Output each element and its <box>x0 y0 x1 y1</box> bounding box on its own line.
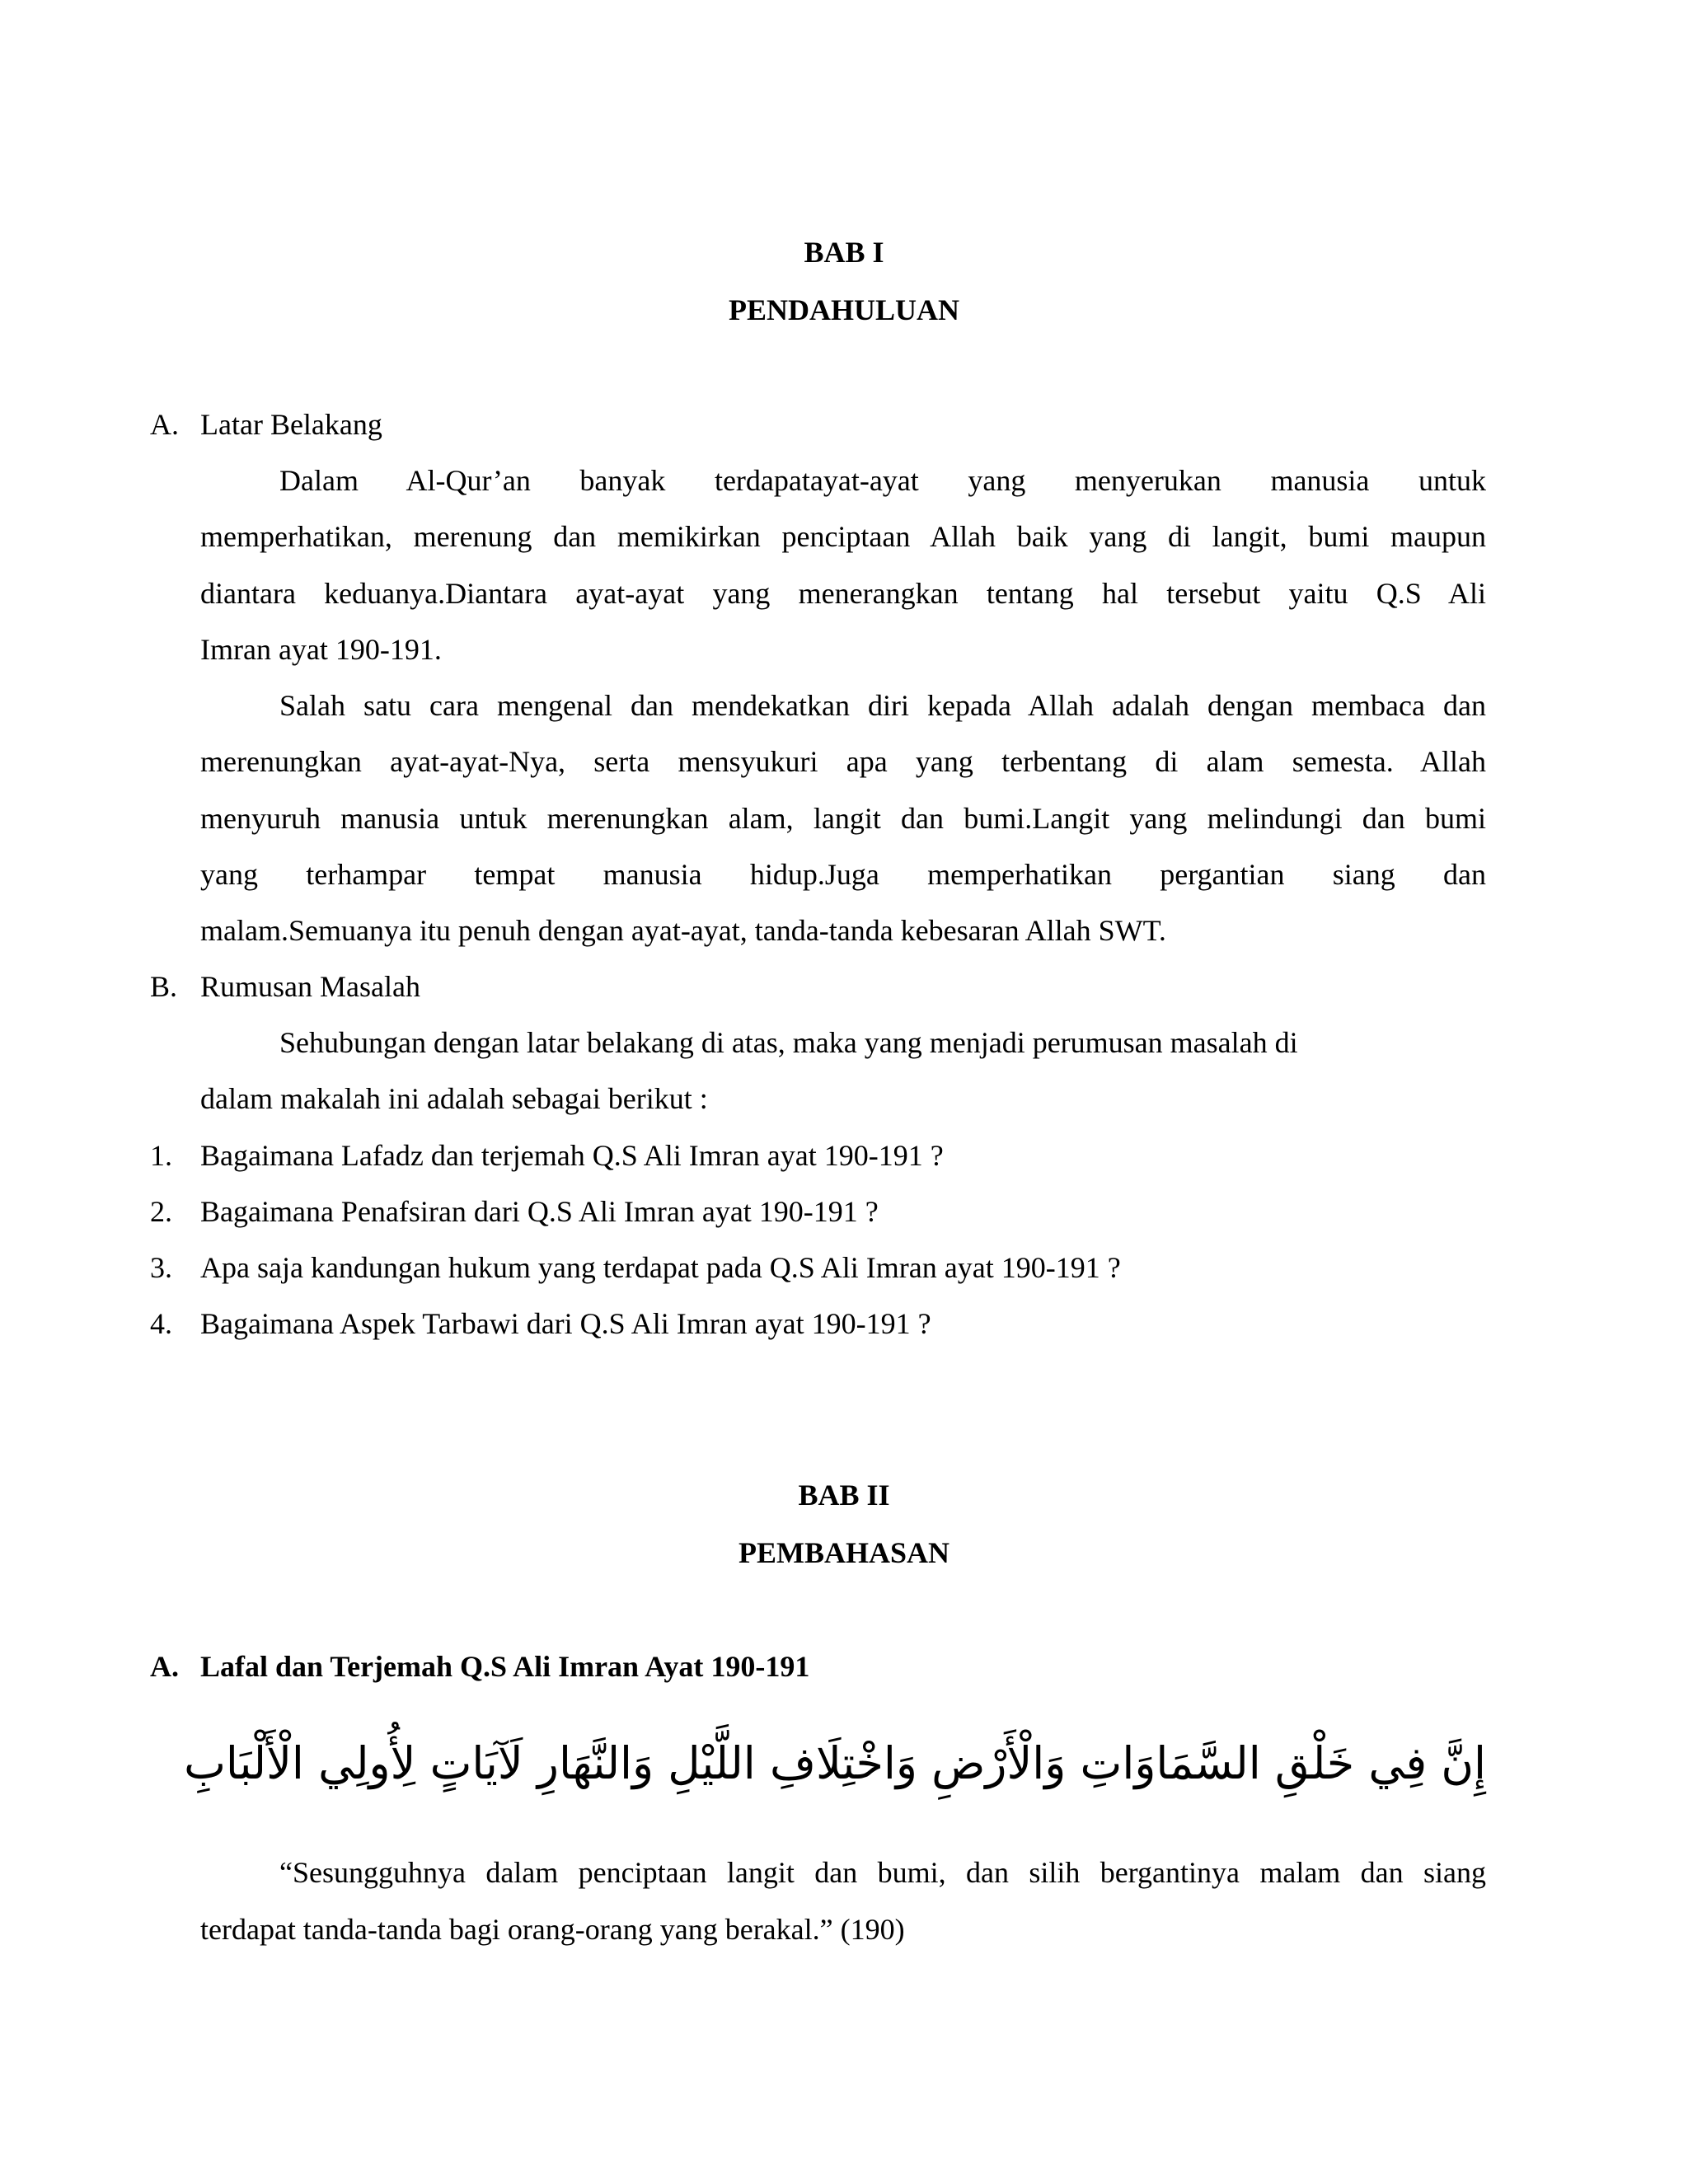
question-number: 2. <box>150 1195 172 1228</box>
question-item <box>150 1192 879 1231</box>
question-text: Bagaimana Lafadz dan terjemah Q.S Ali Imran ayat 190-191 ? <box>200 1139 944 1172</box>
section-title: Latar Belakang <box>200 408 382 441</box>
question-text: Apa saja kandungan hukum yang terdapat pada Q.S Ali Imran ayat 190-191 ? <box>200 1251 1121 1284</box>
paragraph-line: merenungkan ayat-ayat-Nya, serta mensyukuri apa yang terbentang di alam semesta. Allah <box>200 745 1486 778</box>
section-label: A. <box>150 1650 179 1683</box>
question-number: 3. <box>150 1251 172 1284</box>
section-heading-latar-belakang <box>150 405 382 444</box>
paragraph-line: Salah satu cara mengenal dan mendekatkan diri kepada Allah adalah dengan membaca dan <box>279 689 1486 722</box>
section-title: Rumusan Masalah <box>200 970 420 1003</box>
translation-line: “Sesungguhnya dalam penciptaan langit dan bumi, dan silih bergantinya malam dan siang <box>279 1856 1486 1889</box>
section-label: B. <box>150 970 178 1003</box>
paragraph-line: yang terhampar tempat manusia hidup.Juga memperhatikan pergantian siang dan <box>200 858 1486 891</box>
chapter-1-subtitle: PENDAHULUAN <box>728 293 959 326</box>
paragraph-line: malam.Semuanya itu penuh dengan ayat-ayat, tanda-tanda kebesaran Allah SWT. <box>200 914 1166 947</box>
question-text: Bagaimana Aspek Tarbawi dari Q.S Ali Imran ayat 190-191 ? <box>200 1307 931 1340</box>
paragraph-line: menyuruh manusia untuk merenungkan alam, langit dan bumi.Langit yang melindungi dan bumi <box>200 802 1486 835</box>
paragraph-line: Imran ayat 190-191. <box>200 633 442 666</box>
section-heading-lafal <box>150 1647 809 1686</box>
question-number: 1. <box>150 1139 172 1172</box>
paragraph-line: diantara keduanya.Diantara ayat-ayat yang menerangkan tentang hal tersebut yaitu Q.S Ali <box>200 577 1486 610</box>
paragraph-line: Dalam Al-Qur’an banyak terdapatayat-ayat yang menyerukan manusia untuk <box>279 464 1486 497</box>
question-number: 4. <box>150 1307 172 1340</box>
question-text: Bagaimana Penafsiran dari Q.S Ali Imran ayat 190-191 ? <box>200 1195 879 1228</box>
chapter-1-title: BAB I <box>804 236 884 269</box>
section-heading-rumusan-masalah <box>150 967 420 1006</box>
section-title: Lafal dan Terjemah Q.S Ali Imran Ayat 190-191 <box>200 1650 810 1683</box>
chapter-2-subtitle: PEMBAHASAN <box>738 1536 950 1569</box>
paragraph-line: dalam makalah ini adalah sebagai berikut : <box>200 1082 708 1115</box>
paragraph-line: memperhatikan, merenung dan memikirkan penciptaan Allah baik yang di langit, bumi maupun <box>200 520 1486 553</box>
question-item <box>150 1304 931 1343</box>
question-item <box>150 1248 1121 1287</box>
question-item <box>150 1136 944 1175</box>
arabic-verse: إِنَّ فِي خَلْقِ السَّمَاوَاتِ وَالْأَرْضِ وَاخْتِلَافِ اللَّيْلِ وَالنَّهَارِ لَآيَاتٍ لِأُولِي الْأَلْبَابِ <box>184 1737 1486 1789</box>
section-label: A. <box>150 408 179 441</box>
paragraph-line: Sehubungan dengan latar belakang di atas, maka yang menjadi perumusan masalah di <box>279 1026 1298 1059</box>
translation-line: terdapat tanda-tanda bagi orang-orang yang berakal.” (190) <box>200 1913 905 1946</box>
chapter-2-title: BAB II <box>798 1479 890 1511</box>
